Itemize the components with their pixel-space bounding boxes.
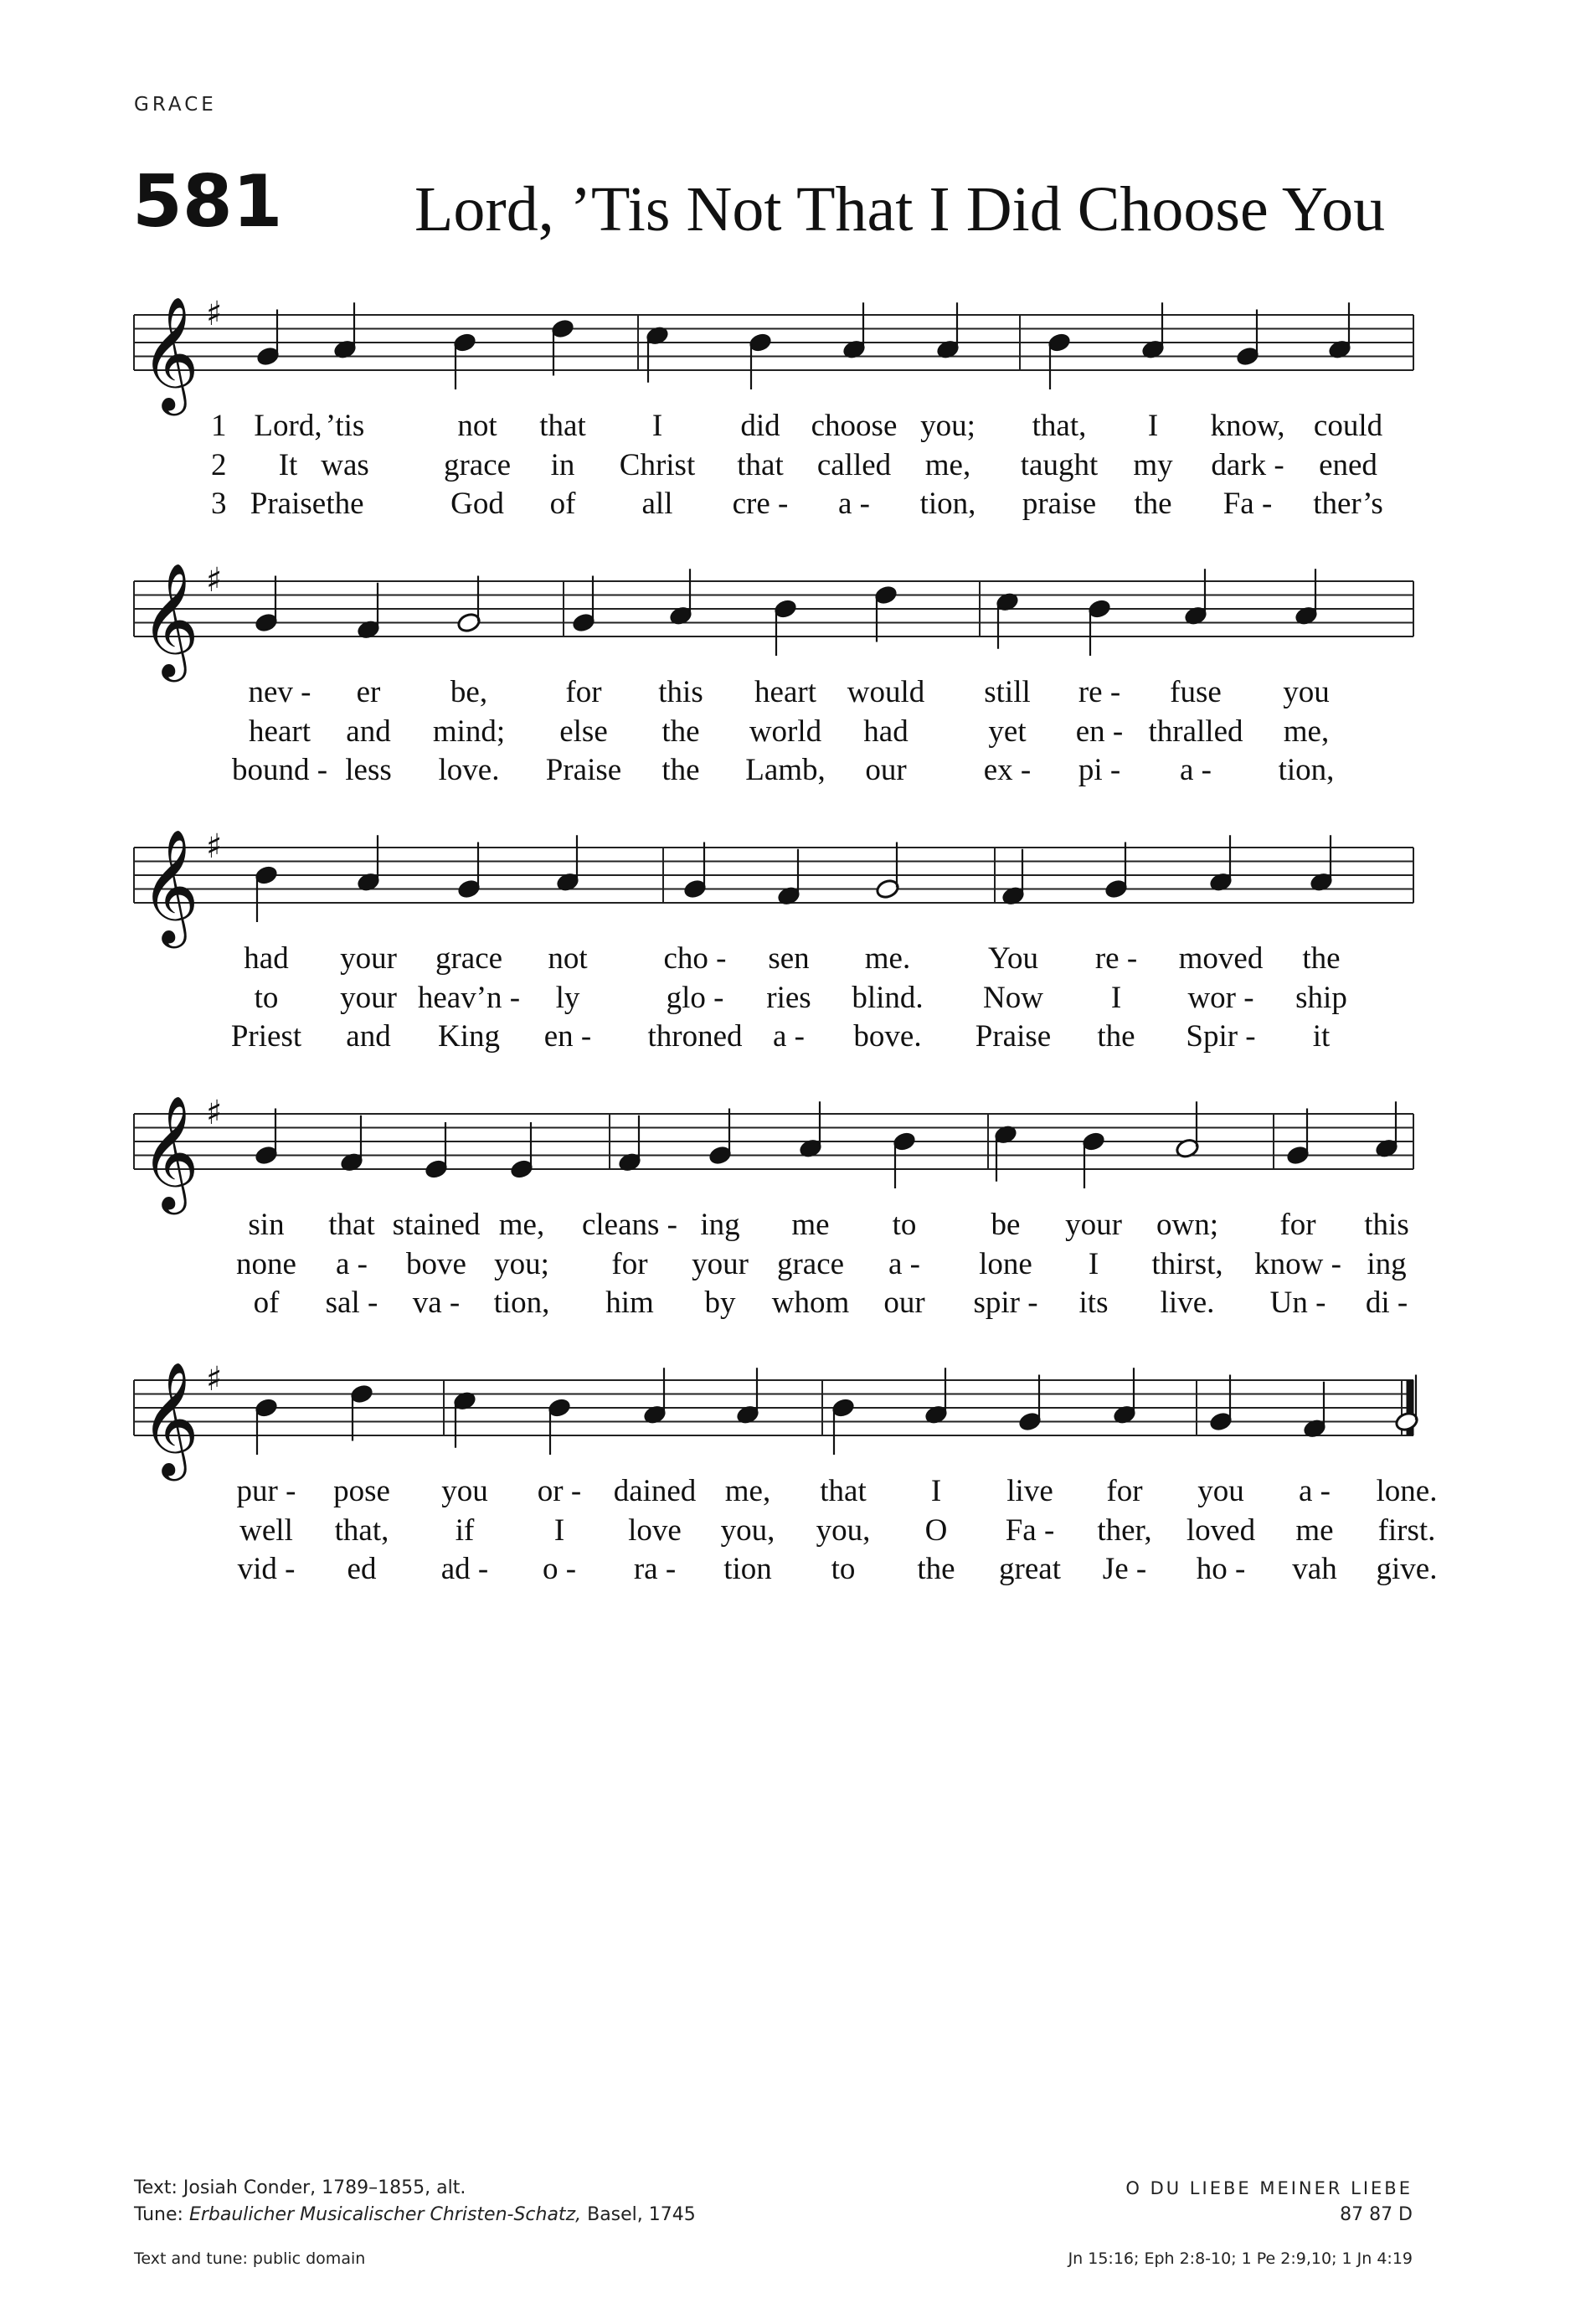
- quarter-note: [842, 302, 867, 360]
- lyric-syllable: me,: [1283, 714, 1330, 749]
- lyric-syllable: lone.: [1376, 1474, 1438, 1508]
- lyric-syllable: Praise: [250, 487, 327, 521]
- lyric-syllable: Je -: [1102, 1552, 1147, 1586]
- text-credit-label: Text:: [134, 2177, 178, 2198]
- quarter-note: [776, 849, 801, 907]
- lyric-syllable: our: [865, 753, 907, 787]
- lyric-syllable: taught: [1020, 447, 1099, 482]
- lyric-syllable: me: [791, 1208, 830, 1242]
- lyric-syllable: Spir -: [1186, 1019, 1256, 1054]
- lyric-syllable: all: [641, 487, 673, 521]
- lyric-syllable: that: [820, 1474, 867, 1508]
- lyric-syllable: for: [1279, 1208, 1316, 1242]
- lyric-syllable: else: [559, 714, 608, 749]
- lyric-syllable: the: [917, 1552, 955, 1586]
- lyric-syllable: pose: [333, 1474, 390, 1508]
- lyric-syllable: the: [661, 714, 700, 749]
- quarter-note: [339, 1116, 364, 1173]
- quarter-note: [708, 1109, 733, 1167]
- staff-system-4: [0, 1094, 1570, 1218]
- lyric-syllable: cho -: [663, 941, 727, 976]
- quarter-note: [798, 1101, 823, 1159]
- lyric-syllable: Christ: [619, 447, 696, 482]
- lyric-syllable: whom: [771, 1286, 850, 1320]
- lyric-syllable: cleans -: [581, 1208, 678, 1242]
- lyric-syllable: loved: [1186, 1512, 1256, 1548]
- lyric-syllable: vid -: [237, 1552, 296, 1586]
- lyric-syllable: pur -: [236, 1474, 296, 1508]
- quarter-note: [892, 1131, 917, 1188]
- lyric-syllable: Fa -: [1223, 487, 1273, 521]
- lyric-syllable: the: [1302, 941, 1341, 976]
- lyric-syllable: had: [244, 941, 289, 976]
- quarter-note: [642, 1368, 667, 1425]
- lyric-syllable: heart: [754, 675, 816, 709]
- lyric-row-s5-v3: [0, 1550, 1570, 1589]
- lyric-syllable: first.: [1377, 1512, 1436, 1548]
- lyric-syllable: vah: [1292, 1552, 1337, 1586]
- text-credit: [134, 2177, 466, 2198]
- lyric-syllable: not: [457, 409, 497, 443]
- key-signature-sharp-icon: ♯: [206, 295, 223, 333]
- tune-credit: [134, 2204, 696, 2225]
- quarter-note: [356, 835, 381, 893]
- lyric-syllable: praise: [1022, 487, 1097, 521]
- lyric-syllable: moved: [1178, 941, 1264, 976]
- lyric-syllable: You: [987, 941, 1039, 976]
- lyric-syllable: Fa -: [1005, 1512, 1055, 1548]
- lyric-row-s4-v2: [0, 1245, 1570, 1284]
- hymn-number: 581: [132, 160, 283, 244]
- lyric-syllable: ad -: [440, 1552, 489, 1586]
- lyric-syllable: re -: [1078, 675, 1121, 709]
- lyric-row-s5-v1: [0, 1472, 1570, 1511]
- lyric-syllable: grace: [776, 1246, 845, 1281]
- lyric-syllable: me,: [498, 1208, 545, 1242]
- quarter-note: [555, 835, 580, 893]
- lyric-syllable: be,: [450, 675, 488, 709]
- lyric-syllable: mind;: [432, 714, 506, 749]
- quarter-note: [571, 576, 596, 634]
- lyric-row-s2-v2: [0, 713, 1570, 751]
- lyric-syllable: di -: [1365, 1286, 1408, 1320]
- lyric-syllable: dark -: [1211, 447, 1284, 482]
- lyric-syllable: had: [863, 714, 909, 749]
- quarter-note: [1001, 849, 1026, 907]
- quarter-note: [1327, 302, 1352, 360]
- lyric-syllable: this: [658, 675, 703, 709]
- lyric-syllable: be: [991, 1208, 1021, 1242]
- lyric-syllable: throned: [647, 1019, 743, 1054]
- lyric-syllable: in: [550, 447, 575, 482]
- lyric-syllable: that: [737, 447, 784, 482]
- lyric-syllable: I: [930, 1474, 942, 1508]
- verse-number: 2: [211, 447, 227, 482]
- lyric-row-s2-v3: [0, 751, 1570, 790]
- treble-clef-icon: 𝄞: [141, 295, 199, 410]
- lyric-syllable: a -: [773, 1019, 805, 1054]
- lyric-syllable: nev -: [248, 675, 311, 709]
- lyric-syllable: the: [326, 487, 364, 521]
- quarter-note: [1208, 835, 1233, 893]
- lyric-row-s1-v1: [0, 407, 1570, 446]
- lyric-syllable: ed: [347, 1552, 377, 1586]
- quarter-note: [924, 1368, 949, 1425]
- lyric-syllable: this: [1364, 1208, 1409, 1242]
- lyric-syllable: well: [239, 1512, 293, 1548]
- lyric-row-s3-v3: [0, 1018, 1570, 1056]
- quarter-note: [1087, 598, 1112, 656]
- lyric-syllable: er: [356, 675, 381, 709]
- quarter-note: [995, 591, 1020, 649]
- lyric-syllable: tion: [723, 1552, 772, 1586]
- lyric-syllable: a -: [838, 487, 870, 521]
- lyric-syllable: me,: [724, 1474, 771, 1508]
- lyric-syllable: Now: [983, 980, 1043, 1015]
- lyric-syllable: Un -: [1269, 1286, 1326, 1320]
- lyric-syllable: your: [340, 980, 397, 1015]
- quarter-note: [356, 583, 381, 641]
- lyric-syllable: It: [278, 447, 298, 482]
- quarter-note: [1374, 1101, 1399, 1159]
- lyric-syllable: wor -: [1187, 980, 1254, 1015]
- copyright-notice: Text and tune: public domain: [134, 2249, 366, 2268]
- lyric-syllable: en -: [543, 1019, 592, 1054]
- lyric-syllable: me,: [924, 447, 971, 482]
- quarter-note: [550, 317, 575, 375]
- lyric-syllable: the: [1134, 487, 1172, 521]
- lyric-syllable: live: [1006, 1474, 1053, 1508]
- lyric-syllable: could: [1313, 409, 1383, 443]
- quarter-note: [831, 1397, 856, 1455]
- lyric-syllable: me.: [864, 941, 911, 976]
- lyric-syllable: a -: [1180, 753, 1212, 787]
- lyric-syllable: ho -: [1196, 1552, 1246, 1586]
- lyric-syllable: the: [661, 753, 700, 787]
- key-signature-sharp-icon: ♯: [206, 1360, 223, 1399]
- quarter-note: [424, 1122, 449, 1180]
- lyric-syllable: I: [1147, 409, 1159, 443]
- half-note: [456, 576, 481, 634]
- lyric-syllable: if: [455, 1512, 475, 1548]
- scripture-references: Jn 15:16; Eph 2:8-10; 1 Pe 2:9,10; 1 Jn 4:19: [1068, 2249, 1413, 2268]
- lyric-syllable: know -: [1254, 1246, 1341, 1281]
- lyric-syllable: va -: [412, 1286, 461, 1320]
- quarter-note: [1183, 569, 1208, 626]
- quarter-note: [645, 325, 670, 383]
- lyric-syllable: love.: [438, 753, 500, 787]
- lyric-syllable: blind.: [852, 980, 924, 1015]
- lyric-row-s1-v2: [0, 446, 1570, 485]
- quarter-note: [254, 576, 279, 634]
- lyric-row-s1-v3: [0, 485, 1570, 523]
- lyric-syllable: I: [553, 1512, 565, 1548]
- tune-credit-label: Tune:: [134, 2204, 183, 2225]
- staff-system-2: [0, 561, 1570, 685]
- half-note: [1175, 1101, 1200, 1159]
- lyric-syllable: love: [628, 1512, 682, 1548]
- lyric-syllable: thirst,: [1151, 1246, 1223, 1281]
- lyric-syllable: world: [749, 714, 822, 749]
- lyric-syllable: would: [847, 675, 925, 709]
- lyric-syllable: Priest: [230, 1019, 302, 1054]
- lyric-syllable: tion,: [493, 1286, 550, 1320]
- quarter-note: [1208, 1375, 1233, 1433]
- lyric-syllable: of: [253, 1286, 280, 1320]
- lyric-syllable: of: [549, 487, 576, 521]
- tune-credit-place: Basel, 1745: [587, 2204, 696, 2225]
- lyric-syllable: did: [740, 409, 780, 443]
- lyric-syllable: ened: [1319, 447, 1377, 482]
- lyric-syllable: heart: [249, 714, 311, 749]
- quarter-note: [1309, 835, 1334, 893]
- quarter-note: [1104, 843, 1129, 900]
- lyric-syllable: you,: [720, 1512, 775, 1548]
- key-signature-sharp-icon: ♯: [206, 561, 223, 600]
- treble-clef-icon: 𝄞: [141, 561, 199, 677]
- quarter-note: [254, 1397, 279, 1455]
- lyric-syllable: ing: [1367, 1246, 1407, 1281]
- quarter-note: [773, 598, 798, 656]
- treble-clef-icon: 𝄞: [141, 827, 199, 943]
- lyric-syllable: Praise: [545, 753, 622, 787]
- lyric-syllable: King: [438, 1019, 500, 1054]
- lyric-syllable: bound -: [231, 753, 328, 787]
- lyric-syllable: glo -: [666, 980, 724, 1015]
- lyric-syllable: to: [831, 1552, 856, 1586]
- lyric-row-s5-v2: [0, 1512, 1570, 1550]
- lyric-row-s3-v1: [0, 940, 1570, 978]
- lyric-syllable: thralled: [1148, 714, 1243, 749]
- quarter-note: [509, 1122, 534, 1180]
- lyric-syllable: its: [1078, 1286, 1109, 1320]
- lyric-row-s4-v3: [0, 1284, 1570, 1322]
- lyric-syllable: grace: [443, 447, 512, 482]
- lyric-syllable: a -: [336, 1246, 368, 1281]
- quarter-note: [254, 1109, 279, 1167]
- lyric-row-s4-v1: [0, 1206, 1570, 1244]
- lyric-syllable: not: [548, 941, 588, 976]
- verse-number: 1: [211, 409, 227, 443]
- quarter-note: [617, 1116, 642, 1173]
- verse-number: 3: [211, 487, 227, 521]
- staff-system-1: [0, 295, 1570, 419]
- quarter-note: [332, 302, 358, 360]
- lyric-syllable: fuse: [1170, 675, 1222, 709]
- quarter-note: [1047, 332, 1072, 389]
- lyric-syllable: called: [816, 447, 892, 482]
- lyric-syllable: for: [611, 1246, 648, 1281]
- lyric-syllable: your: [340, 941, 397, 976]
- quarter-note: [255, 310, 281, 368]
- lyric-syllable: Lord,: [254, 409, 322, 443]
- quarter-note: [993, 1124, 1018, 1182]
- lyric-syllable: own;: [1156, 1208, 1218, 1242]
- quarter-note: [1294, 569, 1319, 626]
- lyric-syllable: and: [346, 1019, 391, 1054]
- lyric-syllable: ther,: [1097, 1512, 1152, 1548]
- lyric-syllable: re -: [1094, 941, 1138, 976]
- lyric-syllable: ing: [700, 1208, 740, 1242]
- tune-credit-source: Erbaulicher Musicalischer Christen-Schatz,: [188, 2204, 582, 2225]
- lyric-syllable: pi -: [1078, 753, 1121, 787]
- key-signature-sharp-icon: ♯: [206, 827, 223, 866]
- lyric-syllable: you;: [494, 1246, 549, 1281]
- quarter-note: [1235, 310, 1260, 368]
- lyric-syllable: for: [1106, 1474, 1143, 1508]
- lyric-syllable: ries: [766, 980, 811, 1015]
- quarter-note: [1302, 1382, 1327, 1440]
- lyric-syllable: you;: [920, 409, 975, 443]
- lyric-syllable: a -: [888, 1246, 920, 1281]
- lyric-syllable: heav’n -: [417, 980, 521, 1015]
- lyric-syllable: your: [692, 1246, 749, 1281]
- lyric-syllable: our: [883, 1286, 925, 1320]
- lyric-syllable: a -: [1299, 1474, 1331, 1508]
- lyric-syllable: or -: [537, 1474, 582, 1508]
- lyric-syllable: bove: [406, 1246, 466, 1281]
- section-label: GRACE: [134, 94, 217, 116]
- lyric-syllable: him: [605, 1286, 654, 1320]
- lyric-syllable: Lamb,: [745, 753, 826, 787]
- quarter-note: [1081, 1131, 1106, 1188]
- quarter-note: [452, 1390, 477, 1448]
- lyric-syllable: was: [321, 447, 369, 482]
- lyric-syllable: I: [1110, 980, 1122, 1015]
- lyric-syllable: ship: [1295, 980, 1347, 1015]
- half-note: [875, 843, 900, 900]
- lyric-syllable: it: [1312, 1019, 1331, 1054]
- lyric-syllable: less: [345, 753, 392, 787]
- lyric-syllable: you: [1283, 675, 1330, 709]
- quarter-note: [1017, 1375, 1042, 1433]
- lyric-syllable: ra -: [633, 1552, 677, 1586]
- lyric-syllable: choose: [811, 409, 898, 443]
- lyric-syllable: great: [999, 1552, 1061, 1586]
- treble-clef-icon: 𝄞: [141, 1360, 199, 1476]
- lyric-syllable: Praise: [975, 1019, 1052, 1054]
- lyric-syllable: that: [328, 1208, 375, 1242]
- lyric-syllable: ther’s: [1313, 487, 1383, 521]
- quarter-note: [873, 584, 898, 642]
- lyric-syllable: for: [565, 675, 602, 709]
- lyric-syllable: that,: [334, 1512, 389, 1548]
- quarter-note: [668, 569, 693, 626]
- quarter-note: [1112, 1368, 1137, 1425]
- lyric-syllable: still: [984, 675, 1031, 709]
- tune-name: O DU LIEBE MEINER LIEBE: [1125, 2178, 1413, 2198]
- lyric-syllable: I: [1088, 1246, 1099, 1281]
- lyric-syllable: that: [539, 409, 586, 443]
- lyric-syllable: ly: [555, 980, 580, 1015]
- quarter-note: [682, 843, 708, 900]
- lyric-syllable: yet: [988, 714, 1027, 749]
- quarter-note: [452, 332, 477, 389]
- lyric-syllable: you: [441, 1474, 488, 1508]
- lyric-syllable: tion,: [919, 487, 976, 521]
- staff-system-5: [0, 1360, 1570, 1484]
- lyric-syllable: ’tis: [325, 409, 365, 443]
- quarter-note: [735, 1368, 760, 1425]
- lyric-syllable: by: [704, 1286, 736, 1320]
- hymn-title: Lord, ’Tis Not That I Did Choose You: [414, 174, 1386, 245]
- lyric-syllable: God: [450, 487, 504, 521]
- quarter-note: [935, 302, 960, 360]
- lyric-syllable: sal -: [325, 1286, 378, 1320]
- lyric-syllable: my: [1133, 447, 1173, 482]
- lyric-syllable: give.: [1376, 1552, 1438, 1586]
- lyric-row-s3-v2: [0, 979, 1570, 1018]
- lyric-syllable: bove.: [853, 1019, 922, 1054]
- lyric-syllable: O: [924, 1512, 948, 1548]
- quarter-note: [456, 843, 481, 900]
- lyric-syllable: grace: [435, 941, 503, 976]
- lyric-syllable: lone: [979, 1246, 1032, 1281]
- meter: 87 87 D: [1340, 2204, 1413, 2225]
- quarter-note: [748, 332, 773, 389]
- lyric-syllable: spir -: [973, 1286, 1038, 1320]
- lyric-syllable: o -: [542, 1552, 577, 1586]
- lyric-syllable: to: [254, 980, 279, 1015]
- lyric-syllable: live.: [1160, 1286, 1215, 1320]
- lyric-syllable: dained: [613, 1474, 697, 1508]
- lyric-syllable: en -: [1075, 714, 1124, 749]
- lyric-syllable: to: [892, 1208, 917, 1242]
- lyric-syllable: tion,: [1278, 753, 1335, 787]
- lyric-syllable: cre -: [732, 487, 789, 521]
- lyric-syllable: know,: [1210, 409, 1285, 443]
- lyric-syllable: me: [1295, 1512, 1334, 1548]
- lyric-syllable: that,: [1032, 409, 1087, 443]
- lyric-syllable: your: [1065, 1208, 1122, 1242]
- quarter-note: [254, 864, 279, 922]
- quarter-note: [1285, 1109, 1310, 1167]
- quarter-note: [1140, 302, 1166, 360]
- quarter-note: [349, 1383, 374, 1440]
- lyric-syllable: stained: [392, 1208, 481, 1242]
- quarter-note: [547, 1397, 572, 1455]
- lyric-syllable: and: [346, 714, 391, 749]
- lyric-syllable: sin: [248, 1208, 285, 1242]
- text-credit-author: Josiah Conder, 1789–1855, alt.: [183, 2177, 466, 2198]
- lyric-row-s2-v1: [0, 673, 1570, 712]
- lyric-syllable: the: [1097, 1019, 1135, 1054]
- lyric-syllable: ex -: [983, 753, 1032, 787]
- lyric-syllable: none: [236, 1246, 296, 1281]
- lyric-syllable: sen: [768, 941, 810, 976]
- staff-system-3: [0, 827, 1570, 951]
- lyric-syllable: I: [651, 409, 663, 443]
- treble-clef-icon: 𝄞: [141, 1094, 199, 1209]
- lyric-syllable: you,: [816, 1512, 871, 1548]
- lyric-syllable: you: [1197, 1474, 1244, 1508]
- key-signature-sharp-icon: ♯: [206, 1094, 223, 1132]
